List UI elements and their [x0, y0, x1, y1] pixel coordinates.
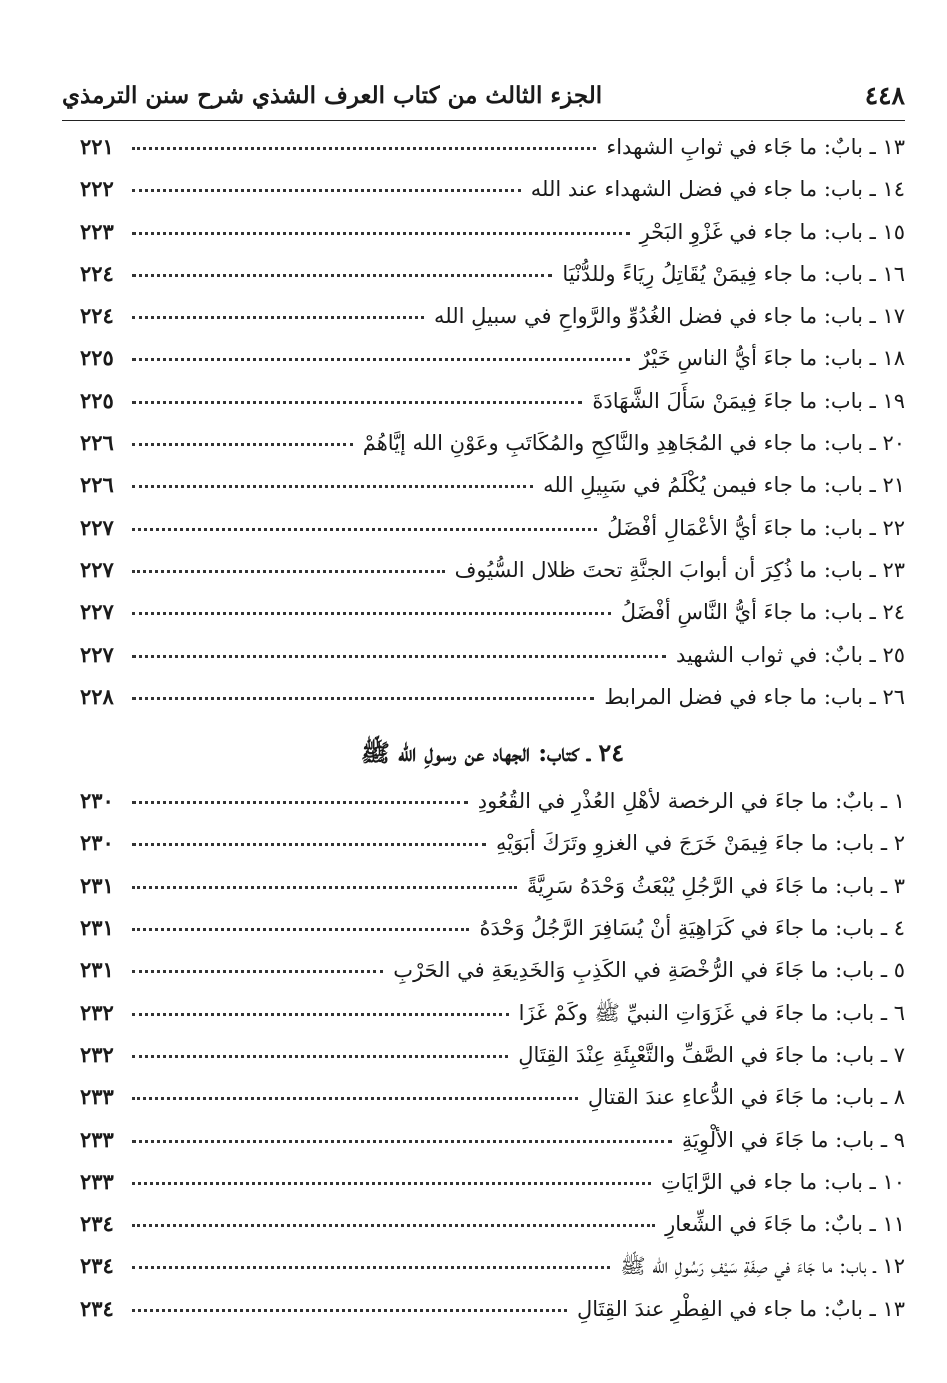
toc-entry-title: ٣ ـ باب: ما جَاءَ في الرَّجُلِ يُبْعَثُ وَحْدَهُ سَرِيَّةً — [526, 873, 905, 898]
running-title: الجزء الثالث من كتاب العرف الشذي شرح سنن الترمذي — [62, 81, 603, 109]
toc-entry-title: ٩ ـ باب: ما جَاءَ في الألْوِيَةِ — [681, 1127, 905, 1152]
toc-entry-title: ١٢ ـ باب: ما جَاءَ في صِفَةِ سَيْفِ رَسُولِ الله ﷺ — [620, 1254, 905, 1279]
dot-leader — [132, 886, 517, 889]
toc-entry-title: ١٧ ـ باب: ما جاء في فضل الغُدُوِّ والرَّواحِ في سبيلِ الله — [433, 304, 905, 329]
toc-entry-page: ٢٣٤ — [80, 1211, 114, 1237]
toc-entry — [80, 261, 905, 303]
toc-entry-title: ١٣ ـ بابٌ: ما جَاء في ثوابِ الشهداء — [606, 135, 905, 159]
toc-entry-page: ٢٣١ — [80, 957, 114, 983]
toc-entry — [80, 1296, 905, 1338]
dot-leader — [132, 1224, 655, 1227]
dot-leader — [132, 316, 424, 319]
dot-leader — [132, 1309, 567, 1312]
toc-entry — [80, 1211, 905, 1253]
toc-entry-page: ٢٣٣ — [80, 1084, 114, 1110]
toc-entry-page: ٢٢٥ — [80, 345, 114, 371]
toc-entry-page: ٢٢٧ — [80, 599, 114, 625]
toc-entry — [80, 388, 905, 430]
toc-entry — [80, 176, 905, 218]
dot-leader — [132, 485, 533, 488]
dot-leader — [132, 1182, 651, 1185]
toc-entry-page: ٢٢٧ — [80, 556, 114, 582]
toc-entry-page: ٢٣١ — [80, 915, 114, 941]
toc-entry-title: ١٦ ـ باب: ما جاء فِيمَنْ يُقَاتِلُ رِيَاءً وللدُّنْيَا — [562, 261, 905, 286]
page-header — [62, 70, 905, 121]
toc-entry-page: ٢٢٥ — [80, 387, 114, 413]
dot-leader — [132, 612, 611, 615]
toc-entry-page: ٢٢٧ — [80, 514, 114, 540]
toc-entry-title: ٢٠ ـ باب: ما جاء في المُجَاهِدِ والنَّاكِحِ والمُكَاتَبِ وعَوْنِ الله إيَّاهُمْ — [362, 431, 905, 456]
toc-entry-title: ٢١ ـ باب: ما جاء فيمن يُكْلَمُ في سَبِيلِ الله — [543, 473, 905, 498]
toc-entry-title: ١٩ ـ باب: ما جاءَ فِيمَنْ سَأَلَ الشَّهَادَةَ — [592, 388, 905, 413]
toc-entry — [80, 134, 905, 176]
dot-leader — [132, 147, 596, 150]
dot-leader — [132, 970, 383, 973]
table-of-contents — [80, 134, 905, 1338]
toc-entry — [80, 345, 905, 387]
toc-entry — [80, 684, 905, 726]
dot-leader — [132, 801, 468, 804]
toc-entry-page: ٢٣٠ — [80, 788, 114, 814]
dot-leader — [132, 401, 582, 404]
section-heading: ٢٤ ـ كتاب: الجهاد عن رسولِ الله ﷺ — [360, 738, 625, 768]
toc-entry — [80, 788, 905, 830]
toc-entry-page: ٢٣٣ — [80, 1168, 114, 1194]
toc-entry — [80, 873, 905, 915]
toc-entry-page: ٢٣٢ — [80, 999, 114, 1025]
dot-leader — [132, 697, 594, 700]
toc-entry-page: ٢٣٤ — [80, 1295, 114, 1321]
toc-entry-title: ١٤ ـ باب: ما جاء في فضل الشهداء عند الله — [530, 177, 905, 202]
toc-entry — [80, 599, 905, 641]
toc-entry — [80, 830, 905, 872]
toc-entry-page: ٢٢٦ — [80, 472, 114, 498]
toc-group-1 — [80, 134, 905, 726]
dot-leader — [132, 358, 630, 361]
toc-entry — [80, 1127, 905, 1169]
dot-leader — [132, 443, 353, 446]
dot-leader — [132, 274, 552, 277]
toc-entry-title: ١٥ ـ باب: ما جاء في غَزْوِ البَحْرِ — [639, 219, 905, 244]
toc-entry — [80, 1042, 905, 1084]
dot-leader — [132, 928, 469, 931]
toc-entry-title: ١ ـ بابٌ: ما جاءَ في الرخصة لأهْلِ العُذْرِ في القُعُودِ — [477, 789, 905, 814]
toc-entry — [80, 557, 905, 599]
toc-entry-page: ٢٢٦ — [80, 430, 114, 456]
toc-entry-title: ١٨ ـ باب: ما جاءَ أيُّ الناسِ خَيْرٌ — [639, 346, 905, 371]
toc-entry — [80, 1084, 905, 1126]
dot-leader — [132, 189, 521, 192]
dot-leader — [132, 570, 445, 573]
dot-leader — [132, 528, 597, 531]
dot-leader — [132, 1266, 610, 1269]
toc-entry-title: ٢٣ ـ باب: ما ذُكِرَ أن أبوابَ الجنَّةِ تحتَ ظلال السُّيُوف — [454, 557, 905, 582]
toc-entry — [80, 1000, 905, 1042]
dot-leader — [132, 1013, 509, 1016]
toc-entry-title: ٦ ـ باب: ما جاءَ في غَزَوَاتِ النبيِّ ﷺ وكَمْ غَزَا — [518, 1000, 905, 1025]
dot-leader — [132, 1140, 672, 1143]
toc-entry-title: ٧ ـ باب: ما جاءَ في الصَّفِّ والتَّعْبِئَةِ عِنْدَ القِتَالِ — [518, 1042, 905, 1067]
toc-entry-page: ٢٣٢ — [80, 1041, 114, 1067]
toc-entry — [80, 1169, 905, 1211]
dot-leader — [132, 1055, 508, 1058]
toc-entry-page: ٢٣٤ — [80, 1253, 114, 1279]
dot-leader — [132, 655, 666, 658]
toc-entry-page: ٢٢٢ — [80, 176, 114, 202]
toc-group-2 — [80, 788, 905, 1338]
toc-entry-title: ٢٢ ـ باب: ما جاءَ أيُّ الأعْمَالِ أفْضَلُ — [607, 515, 905, 540]
toc-entry-page: ٢٢٨ — [80, 683, 114, 709]
toc-entry — [80, 642, 905, 684]
dot-leader — [132, 1097, 578, 1100]
dot-leader — [132, 232, 630, 235]
toc-entry — [80, 1253, 905, 1295]
toc-entry-page: ٢٣١ — [80, 872, 114, 898]
toc-entry-page: ٢٣٣ — [80, 1126, 114, 1152]
toc-entry-title: ٢٥ ـ بابٌ: في ثواب الشهيد — [675, 642, 905, 667]
toc-entry-page: ٢٢٣ — [80, 218, 114, 244]
toc-entry-title: ١٣ ـ بابٌ: ما جاء في الفِطْرِ عندَ القِتَالِ — [576, 1296, 905, 1321]
toc-entry-title: ٢ ـ باب: ما جاءَ فِيمَنْ خَرَجَ في الغزوِ وتَرَكَ أبَوَيْهِ — [496, 831, 905, 856]
toc-entry-title: ١١ ـ بابٌ: ما جَاءَ في الشِّعارِ — [665, 1212, 905, 1237]
toc-entry — [80, 219, 905, 261]
toc-entry — [80, 430, 905, 472]
toc-entry-page: ٢٣٠ — [80, 830, 114, 856]
toc-entry-title: ٤ ـ باب: ما جاءَ في كَرَاهِيَةِ أنْ يُسَافِرَ الرَّجُلُ وَحْدَهُ — [479, 916, 905, 941]
toc-entry — [80, 957, 905, 999]
toc-entry-page: ٢٢١ — [80, 134, 114, 159]
toc-entry-page: ٢٢٤ — [80, 260, 114, 286]
toc-entry-title: ٥ ـ باب: ما جَاءَ في الرُّخْصَةِ في الكَذِبِ وَالخَدِيعَةِ في الحَرْبِ — [393, 958, 905, 983]
toc-entry — [80, 472, 905, 514]
toc-entry-title: ٨ ـ باب: ما جَاءَ في الدُّعاءِ عندَ القتالِ — [587, 1085, 905, 1110]
toc-entry — [80, 303, 905, 345]
toc-entry-page: ٢٢٧ — [80, 641, 114, 667]
page-number: ٤٤٨ — [864, 80, 905, 110]
toc-entry-title: ٢٦ ـ باب: ما جاء في فضل المرابط — [604, 684, 905, 709]
toc-entry-page: ٢٢٤ — [80, 303, 114, 329]
dot-leader — [132, 843, 486, 846]
toc-entry — [80, 915, 905, 957]
toc-entry-title: ٢٤ ـ باب: ما جاءَ أيُّ النَّاسِ أفْضَلُ — [620, 600, 905, 625]
toc-entry — [80, 515, 905, 557]
toc-entry-title: ١٠ ـ باب: ما جاء في الرَّايَاتِ — [661, 1169, 905, 1194]
